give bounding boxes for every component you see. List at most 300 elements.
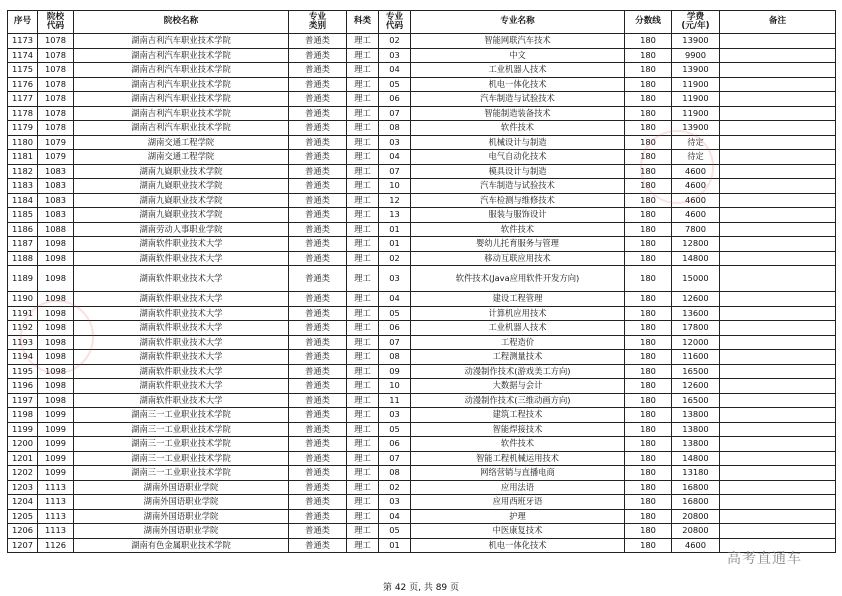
cell-school-name: 湖南外国语职业学院 [74, 509, 289, 524]
cell-major-type: 普通类 [289, 77, 347, 92]
cell-remark [720, 77, 836, 92]
cell-score: 180 [625, 193, 672, 208]
cell-major-type: 普通类 [289, 179, 347, 194]
table-row [8, 335, 836, 350]
cell-remark [720, 208, 836, 223]
cell-remark [720, 451, 836, 466]
cell-subject: 理工 [347, 92, 379, 107]
cell-score: 180 [625, 237, 672, 252]
cell-score: 180 [625, 350, 672, 365]
cell-score: 180 [625, 364, 672, 379]
cell-score: 180 [625, 121, 672, 136]
cell-remark [720, 106, 836, 121]
cell-major-type: 普通类 [289, 408, 347, 423]
cell-score: 180 [625, 251, 672, 266]
cell-score: 180 [625, 77, 672, 92]
cell-major-name: 汽车制造与试验技术 [411, 92, 625, 107]
cell-school-code: 1098 [38, 306, 74, 321]
cell-major-type: 普通类 [289, 237, 347, 252]
cell-subject: 理工 [347, 292, 379, 307]
cell-school-name: 湖南软件职业技术大学 [74, 379, 289, 394]
cell-school-name: 湖南吉利汽车职业技术学院 [74, 121, 289, 136]
cell-tuition: 16800 [672, 480, 720, 495]
table-row [8, 466, 836, 481]
cell-subject: 理工 [347, 251, 379, 266]
cell-remark [720, 335, 836, 350]
cell-school-code: 1083 [38, 179, 74, 194]
cell-seq: 1177 [8, 92, 38, 107]
table-row [8, 306, 836, 321]
cell-subject: 理工 [347, 393, 379, 408]
cell-seq: 1179 [8, 121, 38, 136]
cell-major-name: 服装与服饰设计 [411, 208, 625, 223]
cell-tuition: 13900 [672, 34, 720, 49]
cell-remark [720, 466, 836, 481]
cell-school-code: 1113 [38, 524, 74, 539]
cell-tuition: 11900 [672, 92, 720, 107]
cell-remark [720, 393, 836, 408]
cell-major-type: 普通类 [289, 422, 347, 437]
cell-remark [720, 480, 836, 495]
table-row [8, 524, 836, 539]
cell-remark [720, 92, 836, 107]
cell-tuition: 13800 [672, 422, 720, 437]
cell-school-code: 1113 [38, 480, 74, 495]
cell-major-name: 机电一体化技术 [411, 77, 625, 92]
table-row [8, 48, 836, 63]
cell-major-code: 05 [379, 422, 411, 437]
cell-school-code: 1098 [38, 251, 74, 266]
cell-major-code: 01 [379, 237, 411, 252]
header-remark: 备注 [720, 11, 836, 34]
cell-tuition: 7800 [672, 222, 720, 237]
cell-major-code: 06 [379, 321, 411, 336]
cell-seq: 1200 [8, 437, 38, 452]
cell-subject: 理工 [347, 335, 379, 350]
cell-remark [720, 135, 836, 150]
cell-subject: 理工 [347, 321, 379, 336]
cell-subject: 理工 [347, 208, 379, 223]
cell-subject: 理工 [347, 408, 379, 423]
cell-tuition: 4600 [672, 164, 720, 179]
cell-school-code: 1098 [38, 266, 74, 292]
cell-tuition: 11900 [672, 77, 720, 92]
table-row [8, 63, 836, 78]
cell-major-type: 普通类 [289, 92, 347, 107]
cell-tuition: 11900 [672, 106, 720, 121]
cell-tuition: 4600 [672, 538, 720, 553]
cell-school-name: 湖南软件职业技术大学 [74, 393, 289, 408]
cell-major-name: 工业机器人技术 [411, 321, 625, 336]
cell-score: 180 [625, 509, 672, 524]
cell-school-code: 1078 [38, 77, 74, 92]
table-row [8, 408, 836, 423]
cell-subject: 理工 [347, 179, 379, 194]
cell-school-name: 湖南吉利汽车职业技术学院 [74, 48, 289, 63]
cell-tuition: 13800 [672, 437, 720, 452]
table-row [8, 121, 836, 136]
cell-school-code: 1083 [38, 164, 74, 179]
cell-major-type: 普通类 [289, 321, 347, 336]
cell-school-name: 湖南软件职业技术大学 [74, 251, 289, 266]
cell-remark [720, 48, 836, 63]
table-row [8, 150, 836, 165]
cell-major-code: 07 [379, 451, 411, 466]
cell-school-name: 湖南三一工业职业技术学院 [74, 451, 289, 466]
header-tuition: 学费 (元/年) [672, 11, 720, 34]
cell-school-code: 1098 [38, 379, 74, 394]
cell-score: 180 [625, 179, 672, 194]
cell-major-type: 普通类 [289, 524, 347, 539]
cell-subject: 理工 [347, 266, 379, 292]
cell-major-type: 普通类 [289, 251, 347, 266]
cell-major-code: 04 [379, 63, 411, 78]
header-subject: 科类 [347, 11, 379, 34]
table-row [8, 451, 836, 466]
cell-subject: 理工 [347, 237, 379, 252]
cell-major-type: 普通类 [289, 150, 347, 165]
header-major-type: 专业 类别 [289, 11, 347, 34]
cell-major-code: 03 [379, 48, 411, 63]
cell-major-name: 工程测量技术 [411, 350, 625, 365]
cell-major-name: 汽车检测与维修技术 [411, 193, 625, 208]
cell-score: 180 [625, 480, 672, 495]
cell-major-code: 07 [379, 164, 411, 179]
cell-major-type: 普通类 [289, 121, 347, 136]
cell-tuition: 20800 [672, 524, 720, 539]
cell-major-name: 移动互联应用技术 [411, 251, 625, 266]
cell-school-code: 1078 [38, 48, 74, 63]
cell-major-name: 中文 [411, 48, 625, 63]
cell-tuition: 待定 [672, 150, 720, 165]
table-row [8, 222, 836, 237]
table-row [8, 179, 836, 194]
table-row [8, 509, 836, 524]
cell-major-name: 软件技术 [411, 121, 625, 136]
cell-school-name: 湖南三一工业职业技术学院 [74, 422, 289, 437]
cell-school-name: 湖南软件职业技术大学 [74, 266, 289, 292]
cell-major-type: 普通类 [289, 266, 347, 292]
cell-score: 180 [625, 164, 672, 179]
cell-major-type: 普通类 [289, 34, 347, 49]
cell-major-name: 动漫制作技术(游戏美工方向) [411, 364, 625, 379]
cell-seq: 1198 [8, 408, 38, 423]
cell-school-name: 湖南软件职业技术大学 [74, 237, 289, 252]
cell-major-code: 04 [379, 150, 411, 165]
cell-seq: 1178 [8, 106, 38, 121]
cell-major-name: 中医康复技术 [411, 524, 625, 539]
cell-school-name: 湖南九嶷职业技术学院 [74, 208, 289, 223]
cell-school-code: 1078 [38, 106, 74, 121]
cell-major-code: 03 [379, 266, 411, 292]
cell-score: 180 [625, 422, 672, 437]
cell-major-code: 07 [379, 335, 411, 350]
cell-school-code: 1083 [38, 193, 74, 208]
cell-major-code: 01 [379, 222, 411, 237]
header-score: 分数线 [625, 11, 672, 34]
cell-seq: 1185 [8, 208, 38, 223]
cell-subject: 理工 [347, 495, 379, 510]
cell-major-code: 08 [379, 121, 411, 136]
cell-subject: 理工 [347, 77, 379, 92]
cell-seq: 1192 [8, 321, 38, 336]
cell-score: 180 [625, 222, 672, 237]
brand-watermark: 高考直通车 [727, 551, 802, 567]
cell-subject: 理工 [347, 350, 379, 365]
cell-remark [720, 121, 836, 136]
cell-major-code: 05 [379, 524, 411, 539]
cell-major-type: 普通类 [289, 222, 347, 237]
cell-tuition: 12000 [672, 335, 720, 350]
cell-subject: 理工 [347, 509, 379, 524]
cell-school-code: 1099 [38, 422, 74, 437]
cell-subject: 理工 [347, 306, 379, 321]
table-row [8, 364, 836, 379]
cell-major-type: 普通类 [289, 451, 347, 466]
cell-seq: 1196 [8, 379, 38, 394]
cell-major-code: 13 [379, 208, 411, 223]
cell-major-type: 普通类 [289, 106, 347, 121]
cell-major-code: 11 [379, 393, 411, 408]
cell-seq: 1174 [8, 48, 38, 63]
cell-tuition: 4600 [672, 179, 720, 194]
cell-major-name: 电气自动化技术 [411, 150, 625, 165]
cell-remark [720, 164, 836, 179]
table-row [8, 379, 836, 394]
cell-school-code: 1098 [38, 292, 74, 307]
header-school-name: 院校名称 [74, 11, 289, 34]
cell-major-name: 应用西班牙语 [411, 495, 625, 510]
cell-seq: 1184 [8, 193, 38, 208]
cell-school-code: 1098 [38, 393, 74, 408]
cell-school-name: 湖南交通工程学院 [74, 135, 289, 150]
cell-major-name: 网络营销与直播电商 [411, 466, 625, 481]
cell-remark [720, 34, 836, 49]
cell-school-name: 湖南软件职业技术大学 [74, 350, 289, 365]
cell-major-name: 大数据与会计 [411, 379, 625, 394]
cell-remark [720, 364, 836, 379]
cell-seq: 1203 [8, 480, 38, 495]
cell-school-name: 湖南吉利汽车职业技术学院 [74, 34, 289, 49]
cell-major-name: 机电一体化技术 [411, 538, 625, 553]
cell-major-name: 智能工程机械运用技术 [411, 451, 625, 466]
table-row [8, 77, 836, 92]
cell-major-code: 08 [379, 350, 411, 365]
header-row [8, 11, 836, 34]
cell-major-name: 应用法语 [411, 480, 625, 495]
cell-remark [720, 306, 836, 321]
cell-school-code: 1098 [38, 364, 74, 379]
cell-score: 180 [625, 408, 672, 423]
cell-school-name: 湖南三一工业职业技术学院 [74, 437, 289, 452]
cell-school-name: 湖南劳动人事职业学院 [74, 222, 289, 237]
cell-major-name: 软件技术 [411, 222, 625, 237]
cell-remark [720, 509, 836, 524]
cell-major-code: 09 [379, 364, 411, 379]
table-row [8, 422, 836, 437]
cell-remark [720, 437, 836, 452]
cell-major-code: 12 [379, 193, 411, 208]
table-row [8, 480, 836, 495]
cell-seq: 1204 [8, 495, 38, 510]
cell-major-code: 04 [379, 509, 411, 524]
table-row [8, 208, 836, 223]
cell-subject: 理工 [347, 466, 379, 481]
cell-score: 180 [625, 306, 672, 321]
cell-school-name: 湖南九嶷职业技术学院 [74, 193, 289, 208]
cell-school-name: 湖南软件职业技术大学 [74, 364, 289, 379]
cell-school-code: 1098 [38, 237, 74, 252]
cell-school-name: 湖南吉利汽车职业技术学院 [74, 92, 289, 107]
cell-tuition: 待定 [672, 135, 720, 150]
cell-subject: 理工 [347, 193, 379, 208]
cell-subject: 理工 [347, 222, 379, 237]
cell-school-code: 1126 [38, 538, 74, 553]
cell-score: 180 [625, 393, 672, 408]
cell-school-code: 1083 [38, 208, 74, 223]
cell-major-code: 10 [379, 379, 411, 394]
cell-score: 180 [625, 208, 672, 223]
cell-tuition: 12600 [672, 292, 720, 307]
cell-tuition: 15000 [672, 266, 720, 292]
cell-remark [720, 222, 836, 237]
cell-school-name: 湖南九嶷职业技术学院 [74, 164, 289, 179]
cell-major-name: 智能制造装备技术 [411, 106, 625, 121]
cell-seq: 1180 [8, 135, 38, 150]
cell-seq: 1205 [8, 509, 38, 524]
table-row [8, 106, 836, 121]
cell-major-code: 02 [379, 34, 411, 49]
cell-school-code: 1078 [38, 63, 74, 78]
cell-remark [720, 408, 836, 423]
cell-school-name: 湖南软件职业技术大学 [74, 292, 289, 307]
cell-major-name: 婴幼儿托育服务与管理 [411, 237, 625, 252]
cell-seq: 1195 [8, 364, 38, 379]
cell-major-type: 普通类 [289, 63, 347, 78]
cell-tuition: 13900 [672, 121, 720, 136]
cell-school-name: 湖南三一工业职业技术学院 [74, 466, 289, 481]
cell-subject: 理工 [347, 48, 379, 63]
cell-major-name: 建设工程管理 [411, 292, 625, 307]
cell-subject: 理工 [347, 480, 379, 495]
table-row [8, 393, 836, 408]
cell-subject: 理工 [347, 34, 379, 49]
table-row [8, 321, 836, 336]
table-body [8, 34, 836, 553]
cell-school-code: 1088 [38, 222, 74, 237]
cell-subject: 理工 [347, 63, 379, 78]
cell-remark [720, 193, 836, 208]
cell-school-code: 1079 [38, 150, 74, 165]
cell-score: 180 [625, 466, 672, 481]
cell-tuition: 4600 [672, 193, 720, 208]
cell-score: 180 [625, 321, 672, 336]
cell-school-name: 湖南外国语职业学院 [74, 480, 289, 495]
table-row [8, 135, 836, 150]
cell-subject: 理工 [347, 364, 379, 379]
cell-subject: 理工 [347, 437, 379, 452]
cell-major-name: 护理 [411, 509, 625, 524]
cell-tuition: 13900 [672, 63, 720, 78]
table-row [8, 495, 836, 510]
cell-subject: 理工 [347, 451, 379, 466]
cell-major-type: 普通类 [289, 509, 347, 524]
cell-score: 180 [625, 451, 672, 466]
table-row [8, 92, 836, 107]
cell-major-type: 普通类 [289, 495, 347, 510]
cell-school-name: 湖南有色金属职业技术学院 [74, 538, 289, 553]
cell-remark [720, 495, 836, 510]
cell-tuition: 9900 [672, 48, 720, 63]
cell-seq: 1206 [8, 524, 38, 539]
cell-major-code: 06 [379, 437, 411, 452]
cell-seq: 1199 [8, 422, 38, 437]
cell-score: 180 [625, 48, 672, 63]
table-row [8, 266, 836, 292]
cell-school-code: 1099 [38, 437, 74, 452]
cell-seq: 1187 [8, 237, 38, 252]
cell-major-type: 普通类 [289, 208, 347, 223]
cell-major-type: 普通类 [289, 437, 347, 452]
cell-major-name: 智能焊接技术 [411, 422, 625, 437]
cell-major-type: 普通类 [289, 135, 347, 150]
cell-school-name: 湖南吉利汽车职业技术学院 [74, 63, 289, 78]
table-row [8, 437, 836, 452]
cell-remark [720, 422, 836, 437]
cell-major-type: 普通类 [289, 480, 347, 495]
cell-seq: 1186 [8, 222, 38, 237]
cell-subject: 理工 [347, 524, 379, 539]
cell-score: 180 [625, 106, 672, 121]
cell-seq: 1207 [8, 538, 38, 553]
cell-remark [720, 150, 836, 165]
cell-major-code: 05 [379, 306, 411, 321]
cell-seq: 1194 [8, 350, 38, 365]
cell-score: 180 [625, 63, 672, 78]
cell-seq: 1197 [8, 393, 38, 408]
cell-school-name: 湖南交通工程学院 [74, 150, 289, 165]
cell-major-code: 01 [379, 538, 411, 553]
cell-major-type: 普通类 [289, 164, 347, 179]
cell-major-name: 建筑工程技术 [411, 408, 625, 423]
cell-major-type: 普通类 [289, 48, 347, 63]
cell-seq: 1189 [8, 266, 38, 292]
cell-score: 180 [625, 135, 672, 150]
cell-major-type: 普通类 [289, 292, 347, 307]
cell-major-name: 工业机器人技术 [411, 63, 625, 78]
cell-seq: 1182 [8, 164, 38, 179]
cell-seq: 1193 [8, 335, 38, 350]
cell-score: 180 [625, 292, 672, 307]
admission-table [7, 10, 836, 553]
cell-major-code: 02 [379, 480, 411, 495]
cell-major-type: 普通类 [289, 364, 347, 379]
cell-seq: 1191 [8, 306, 38, 321]
cell-remark [720, 379, 836, 394]
cell-school-code: 1098 [38, 350, 74, 365]
cell-tuition: 16500 [672, 364, 720, 379]
cell-major-code: 10 [379, 179, 411, 194]
cell-tuition: 13800 [672, 408, 720, 423]
cell-tuition: 16800 [672, 495, 720, 510]
cell-score: 180 [625, 495, 672, 510]
cell-score: 180 [625, 335, 672, 350]
cell-school-name: 湖南吉利汽车职业技术学院 [74, 106, 289, 121]
header-major-code: 专业 代码 [379, 11, 411, 34]
cell-seq: 1173 [8, 34, 38, 49]
cell-score: 180 [625, 437, 672, 452]
cell-subject: 理工 [347, 538, 379, 553]
